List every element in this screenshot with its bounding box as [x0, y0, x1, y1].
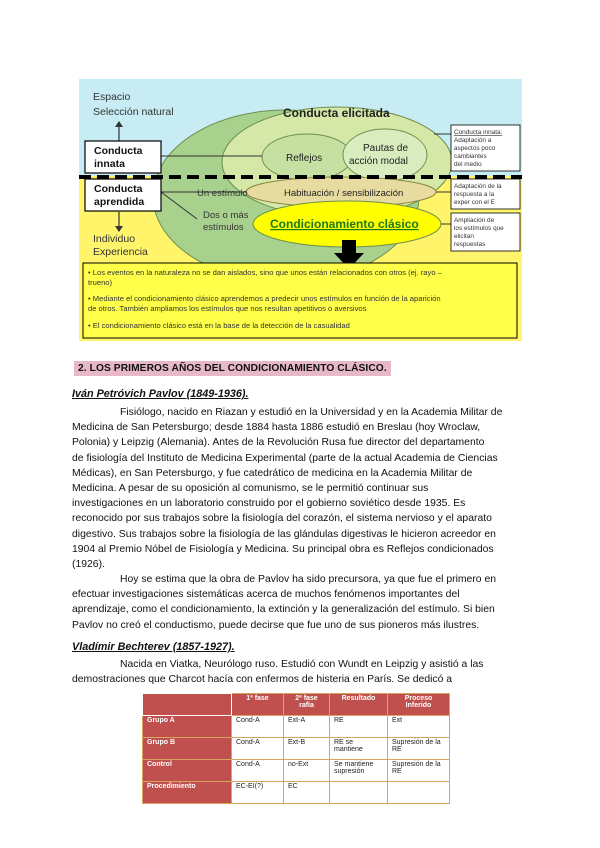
seleccion-label: Selección natural [93, 106, 174, 118]
table-cell: Supresión de la RE [388, 760, 450, 782]
adaptacion-line-1: Adaptación de la [454, 183, 502, 190]
pavlov-p1-line: reconocido por sus trabajos sobre la fisiología del corazón, el sistema nervioso y el aparato [72, 513, 492, 525]
bechterev-line: Nacida en Viatka, Neurólogo ruso. Estudió con Wundt en Leipzig y asistió a las [120, 659, 484, 670]
table-cell: EC [284, 782, 330, 804]
bullet-3-line-1: • El condicionamiento clásico está en la base de la detección de la casualidad [88, 321, 350, 330]
table-cell: no-Ext [284, 760, 330, 782]
conduct-diagram [79, 79, 522, 341]
table-cell: Ext-A [284, 716, 330, 738]
bechterev-heading: Vladímir Bechterev (1857-1927). [72, 641, 235, 653]
adaptacion-line-3: exper con el E [454, 199, 495, 206]
nota-innata-line-4: del medio [454, 161, 482, 168]
pautas-label-2: acción modal [349, 156, 408, 167]
table-row [143, 782, 450, 804]
bullet-2-line-2: de otros. También ampliamos los estímulos que nos resultan apetitivos o aversivos [88, 304, 367, 313]
conducta-innata-label-1: Conducta [94, 145, 143, 157]
table-row-header: Procedimiento [143, 782, 232, 804]
un-estimulo-label: Un estímulo [197, 188, 248, 199]
pavlov-p1-line: 1904 al Premio Nóbel de Fisiología y Medicina. Su principal obra es Reflejos condicionados [72, 543, 494, 555]
table-cell: Cond-A [232, 716, 284, 738]
conducta-elicitada-label: Conducta elicitada [283, 106, 390, 120]
table-row-header: Grupo A [143, 716, 232, 738]
ampliacion-line-3: elicitan [454, 233, 474, 240]
table-cell: RE [330, 716, 388, 738]
table-row-header: Grupo B [143, 738, 232, 760]
pavlov-p1-line: investigaciones en un laboratorio construido por el gobierno soviético desde 1935. Es [72, 498, 466, 510]
pavlov-p1-line: de fisiología del Instituto de Medicina Experimental (parte de la actual Academia de Ciencias [72, 452, 498, 464]
table-header-row [143, 694, 450, 716]
table-row [143, 760, 450, 782]
pavlov-p1-line: Medicina. A pesar de su oposición al comunismo, se le permitió continuar sus [72, 483, 429, 495]
pavlov-p1-line: Polonia) y Leipzig (Alemania). Antes de la Revolución Rusa fue director del departamento [72, 437, 485, 449]
pavlov-paragraph-1 [72, 405, 526, 572]
pavlov-paragraph-2 [72, 572, 526, 633]
experiment-table [142, 693, 450, 804]
table-cell: Supresión de la RE [388, 738, 450, 760]
bullet-1-line-2: trueno) [88, 278, 113, 287]
nota-innata-line-3: cambiantes [454, 153, 487, 160]
pavlov-p1-line: Fisiólogo, nacido en Riazan y estudió en la Universidad y en la Academia Militar de [120, 407, 503, 418]
pavlov-p2-line: aprendizaje, como el condicionamiento, la extinción y la generalización del estímulo. Si bien [72, 604, 495, 616]
table-row [143, 716, 450, 738]
ampliacion-line-4: respuestas [454, 241, 486, 248]
bechterev-line: demostraciones que Charcot hacía con enfermos de histeria en París. Se dedicó a [72, 674, 453, 686]
table-row [143, 738, 450, 760]
reflejos-label: Reflejos [286, 153, 323, 164]
table-cell [388, 782, 450, 804]
table-cell: Cond-A [232, 738, 284, 760]
dos-estimulos-line-1: Dos o más [203, 210, 249, 221]
ampliacion-line-1: Ampliación de [454, 217, 495, 224]
pavlov-p1-line: (1926). [72, 559, 105, 571]
nota-innata-line-2: aspectos poco [454, 145, 496, 152]
table-cell [330, 782, 388, 804]
pavlov-heading: Iván Petróvich Pavlov (1849-1936). [72, 388, 249, 400]
bullet-1-line-1: • Los eventos en la naturaleza no se dan aislados, sino que unos están relacionados con otros (ej. rayo – [88, 268, 442, 277]
pavlov-p2-line: Pavlov no creó el conductismo, puede decirse que fue uno de sus pioneros más ilustres. [72, 619, 480, 631]
conducta-aprendida-label-2: aprendida [94, 196, 145, 208]
table-header-cell: Proceso Inferido [388, 694, 450, 716]
pautas-ellipse [343, 129, 427, 181]
nota-innata-title: Conducta innata: [454, 129, 503, 136]
pavlov-p2-line: Hoy se estima que la obra de Pavlov ha sido precursora, ya que fue el primero en [120, 574, 497, 585]
habituacion-label: Habituación / sensibilización [284, 188, 404, 199]
table-header-cell: 2ª fase rafía [284, 694, 330, 716]
table-header-cell: 1ª fase [232, 694, 284, 716]
table-header-cell [143, 694, 232, 716]
nota-innata-line-1: Adaptación a [454, 137, 492, 144]
bullet-2-line-1: • Mediante el condicionamiento clásico aprendemos a predecir unos estímulos en función de la aparición [88, 294, 441, 303]
espacio-label: Espacio [93, 91, 131, 103]
pavlov-p1-line: digestivo. Sus trabajos sobre la fisiología de las glándulas digestivas le hicieron acreedor en [72, 528, 496, 540]
table-header-cell: Resultado [330, 694, 388, 716]
experiencia-label: Experiencia [93, 246, 148, 258]
dos-estimulos-line-2: estímulos [203, 222, 244, 233]
table-cell: RE se mantiene [330, 738, 388, 760]
table-cell: EC-EI(?) [232, 782, 284, 804]
bechterev-paragraph [72, 657, 526, 687]
pavlov-p1-line: Medicina de San Petersburgo; desde 1884 hasta 1886 estudió en Breslau (hoy Wroclaw, [72, 422, 481, 434]
section-title: 2. LOS PRIMEROS AÑOS DEL CONDICIONAMIENTO CLÁSICO. [74, 361, 391, 376]
table-cell: Se mantiene supresión [330, 760, 388, 782]
table-cell: Ext [388, 716, 450, 738]
conducta-innata-label-2: innata [94, 158, 125, 170]
conducta-aprendida-label-1: Conducta [94, 183, 143, 195]
table-row-header: Control [143, 760, 232, 782]
condicionamiento-label: Condicionamiento clásico [270, 217, 419, 231]
table-cell: Cond-A [232, 760, 284, 782]
individuo-label: Individuo [93, 233, 136, 245]
table-cell: Ext-B [284, 738, 330, 760]
ampliacion-line-2: los estímulos que [454, 225, 504, 232]
pautas-label-1: Pautas de [363, 143, 409, 154]
pavlov-p2-line: efectuar investigaciones sistemáticas acerca de muchos fenómenos importantes del [72, 589, 460, 601]
adaptacion-line-2: respuesta a la [454, 191, 495, 198]
pavlov-p1-line: Médicas), en San Petersburgo, y fue catedrático de medicina en la Academia Militar de [72, 467, 473, 479]
